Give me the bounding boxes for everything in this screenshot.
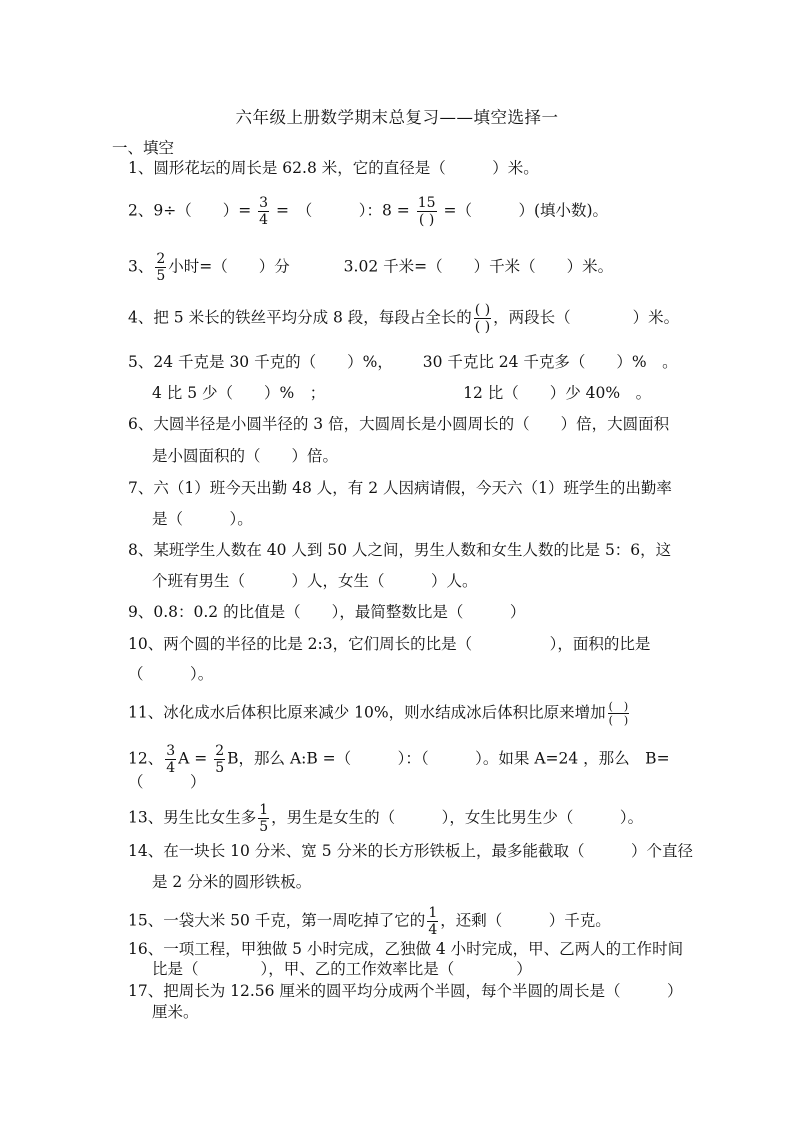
fraction: $\frac{3}{4}$	[259, 195, 269, 228]
question-17-continued: 厘米。	[152, 1003, 199, 1021]
question-11: 11、冰化成水后体积比原来减少 10%，则水结成冰后体积比原来增加 $\frac{( )}{( )}$	[128, 700, 629, 727]
question-17: 17、把周长为 12.56 厘米的圆平均分成两个半圆，每个半圆的周长是（ ）	[128, 982, 683, 1000]
section-heading: 一、填空	[112, 139, 175, 157]
question-6: 6、大圆半径是小圆半径的 3 倍，大圆周长是小圆周长的（ ）倍，大圆面积	[128, 415, 670, 433]
question-10: 10、两个圆的半径的比是 2:3，它们周长的比是（ ），面积的比是	[128, 635, 651, 653]
fraction: $\frac{3}{4}$	[166, 743, 176, 776]
question-5-continued: 4 比 5 少（ ）% ； 12 比（ ）少 40% 。	[152, 384, 652, 402]
question-16-continued: 比是（ ），甲、乙的工作效率比是（ ）	[152, 960, 532, 978]
fraction: $\frac{15}{( )}$	[417, 195, 436, 228]
question-5: 5、24 千克是 30 千克的（ ）%， 30 千克比 24 千克多（ ）% 。	[128, 353, 678, 371]
fraction: $\frac{2}{5}$	[215, 743, 225, 776]
question-14-continued: 是 2 分米的圆形铁板。	[152, 873, 312, 891]
question-9: 9、0.8：0.2 的比值是（ ），最简整数比是（ ）	[128, 603, 526, 621]
question-1: 1、圆形花坛的周长是 62.8 米，它的直径是（ ）米。	[128, 159, 539, 177]
fraction: $\frac{2}{5}$	[156, 251, 166, 284]
question-7-continued: 是（ ）。	[152, 510, 253, 528]
page-title: 六年级上册数学期末总复习——填空选择一	[235, 108, 559, 127]
question-12: 12、 $\frac{3}{4}$ A = $\frac{2}{5}$ B，那么 A:B =（ ）：（ ）。如果 A=24 ，那么 B=	[128, 743, 670, 776]
question-3: 3、 $\frac{2}{5}$ 小时=（ ）分 3.02 千米=（ ）千米（ ）米。	[128, 251, 614, 284]
question-12-continued: （ ）	[128, 773, 206, 791]
fraction: $\frac{1}{4}$	[428, 905, 438, 938]
question-2: 2、9÷（ ）= $\frac{3}{4}$ = （ ）：8 = $\frac{15}{( )}$ =（ ）(填小数)。	[128, 195, 609, 228]
question-13: 13、男生比女生多 $\frac{1}{5}$ ，男生是女生的（ ），女生比男生少（ ）。	[128, 802, 644, 835]
fraction: $\frac{1}{5}$	[259, 802, 269, 835]
question-10-continued: （ ）。	[128, 665, 214, 683]
question-8: 8、某班学生人数在 40 人到 50 人之间，男生人数和女生人数的比是 5：6，这	[128, 541, 672, 559]
question-14: 14、在一块长 10 分米、宽 5 分米的长方形铁板上，最多能截取（ ）个直径	[128, 842, 694, 860]
fraction: $\frac{( )}{( )}$	[474, 302, 491, 335]
question-4: 4、把 5 米长的铁丝平均分成 8 段，每段占全长的 $\frac{( )}{( )}$ ，两段长（ ）米。	[128, 302, 680, 335]
question-7: 7、六（1）班今天出勤 48 人，有 2 人因病请假，今天六（1）班学生的出勤率	[128, 479, 672, 497]
question-6-continued: 是小圆面积的（ ）倍。	[152, 447, 339, 465]
question-16: 16、一项工程，甲独做 5 小时完成，乙独做 4 小时完成，甲、乙两人的工作时间	[128, 940, 684, 958]
question-8-continued: 个班有男生（ ）人，女生（ ）人。	[152, 572, 478, 590]
fraction: $\frac{( )}{( )}$	[608, 700, 629, 727]
question-15: 15、一袋大米 50 千克，第一周吃掉了它的 $\frac{1}{4}$ ，还剩（ ）千克。	[128, 905, 611, 938]
